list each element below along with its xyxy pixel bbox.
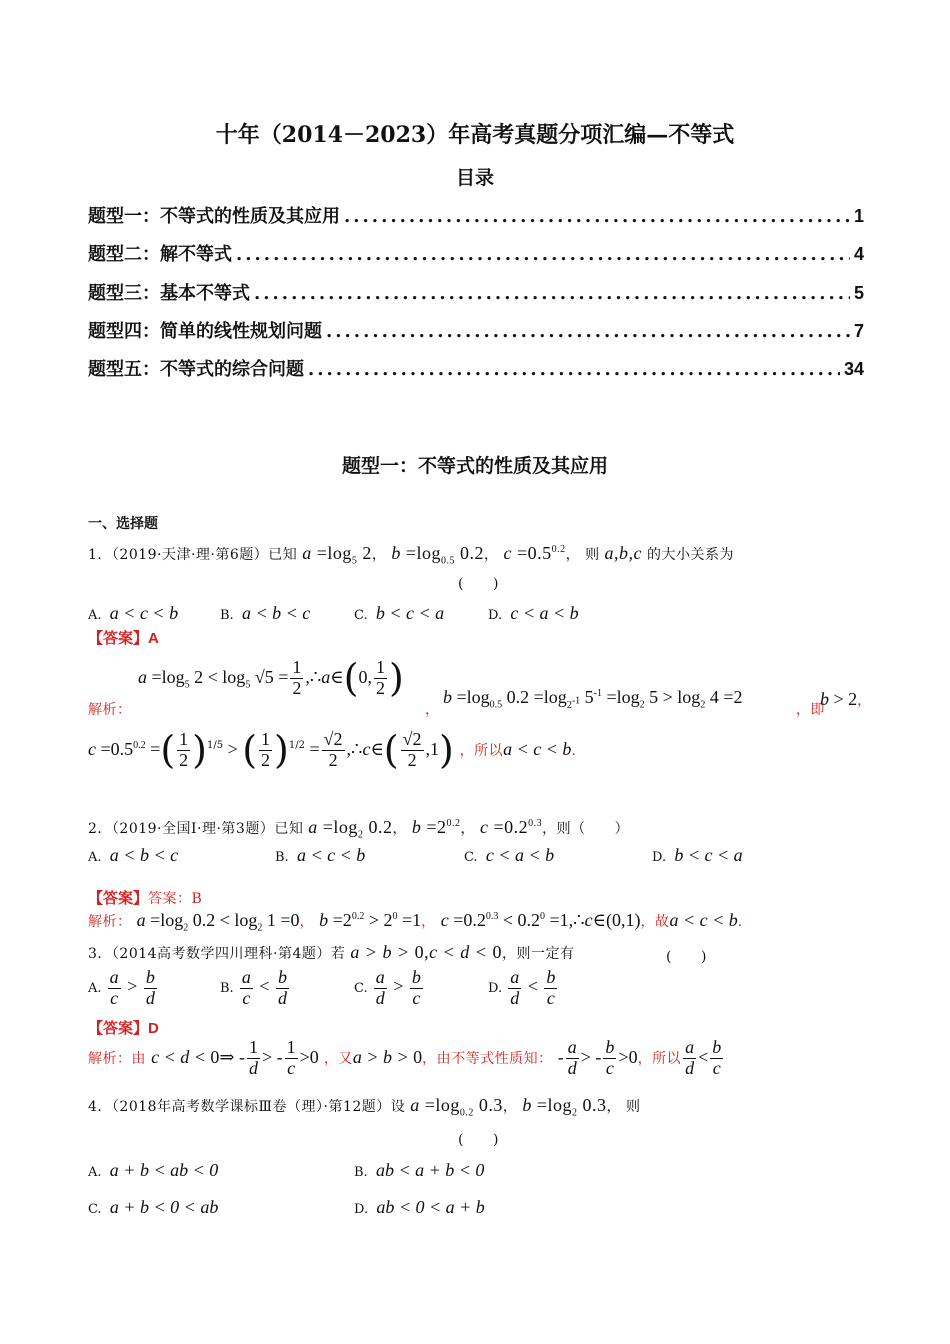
question-1-intro: 1．（2019·天津·理·第6题）已知 <box>88 547 298 563</box>
option-expr: c < a < b <box>485 845 555 865</box>
question-4-intro: 4．（2018年高考数学课标Ⅲ卷（理）·第12题）设 <box>88 1099 406 1115</box>
question-1-relation: 的大小关系为 <box>646 547 734 563</box>
option-expr: ab < 0 < a + b <box>376 1197 485 1217</box>
option-key: A. <box>88 980 102 996</box>
option-key: B. <box>220 980 234 996</box>
math-expr: a <box>321 667 331 687</box>
comma: ， <box>425 702 440 718</box>
option-expr: a < b < c <box>109 845 179 865</box>
math-expr: $=0.5^{0.2}$ <box>511 543 566 563</box>
option-a[interactable] <box>88 1160 218 1181</box>
math-expr: $=0.2^{0.3}$ <box>488 817 543 837</box>
answer-blank: ( ) <box>458 1132 499 1148</box>
math-expr: a < c < b <box>503 739 572 759</box>
explain-label: 解析：由 <box>88 1050 146 1067</box>
option-b[interactable] <box>354 1160 484 1181</box>
math-expr: a <box>302 543 312 563</box>
toc-leader-dots <box>344 206 850 227</box>
toc-leader-dots <box>236 244 850 265</box>
option-c[interactable] <box>464 845 554 866</box>
answer-tag: 【答案】D <box>88 1020 159 1037</box>
question-2-intro: 2．（2019·全国Ⅰ·理·第3题）已知 <box>88 821 304 837</box>
paren-left: ( <box>343 656 359 700</box>
question-3-tail: ，则一定有 <box>501 946 575 962</box>
toc-entry-page: 4 <box>853 244 864 264</box>
math-expr: a <box>308 817 318 837</box>
explain-label: 解析： <box>88 702 132 718</box>
math-expr: b <box>411 817 422 837</box>
math-expr: $=0.5^{0.2}$ = <box>96 739 161 759</box>
solution-line: $c =0.5^{0.2}$ =( $\frac{1}{2}$ )$^{1/5}$ > ( $\frac{1}{2}$ )$^{1/2}$ = $\frac{√2}{2}$ ,∴c∈( $\frac{√2}{2}$ ,1) ，所以a < c < b. <box>88 728 577 772</box>
toc-entry-label: 题型四：简单的线性规划问题 <box>88 321 322 342</box>
solution-line <box>443 687 742 711</box>
toc-entry-page: 34 <box>843 359 864 379</box>
toc-entry-page: 1 <box>853 206 864 226</box>
math-expr: $=2^{0.2}$ <box>421 817 461 837</box>
math-expr: 0, <box>358 667 372 687</box>
explain-end: ，所以 <box>637 1050 682 1067</box>
toc-entry[interactable] <box>88 202 864 228</box>
option-c[interactable]: C. $\frac{a}{d}$ > $\frac{b}{c}$ <box>354 967 421 1008</box>
math-expr: $=\log_2$ 0.2 <box>317 817 393 841</box>
solution-line <box>138 656 404 700</box>
math-expr: c <box>88 739 96 759</box>
toc-entry[interactable] <box>88 355 864 381</box>
option-b[interactable] <box>275 845 365 866</box>
toc-entry-page: 5 <box>853 283 864 303</box>
answer-blank: ( ) <box>666 949 707 965</box>
option-key: A. <box>88 1165 102 1180</box>
option-b[interactable] <box>220 603 310 624</box>
question-2-tail: ，则（ ） <box>542 821 630 837</box>
explain-end: ，所以 <box>459 743 504 759</box>
option-key: C. <box>354 608 368 623</box>
question-4-stem: 4．（2018年高考数学课标Ⅲ卷（理）·第12题）设 $a =\log_{0.2}$ 0.3， $b =\log_2$ 0.3， 则 <box>88 1095 641 1119</box>
question-1-stem: 1．（2019·天津·理·第6题）已知 $a =\log_5$ 2， $b =\log_{0.5}$ 0.2， $c =0.5^{0.2}$， 则 a,b,c 的大小关系为 <box>88 543 734 567</box>
math-expr: ,∴ <box>305 667 322 687</box>
explain-mid2: ，由不等式性质知： <box>422 1050 553 1067</box>
fraction: $\frac{1}{2}$ <box>179 728 189 770</box>
option-key: C. <box>88 1202 102 1217</box>
math-expr: $=\log_{0.5}$ 0.2 <box>400 543 485 567</box>
math-expr: c <box>503 543 512 563</box>
option-expr: a < b < c <box>241 603 311 623</box>
math-expr: c <box>480 817 489 837</box>
option-key: D. <box>354 1202 369 1217</box>
option-expr: a + b < ab < 0 <box>109 1160 219 1180</box>
fraction: $\frac{1}{2}$ <box>261 728 271 770</box>
option-key: A. <box>88 850 102 865</box>
option-key: D. <box>488 608 503 623</box>
option-d[interactable]: D. $\frac{a}{d}$ < $\frac{b}{c}$ <box>488 967 556 1008</box>
math-expr: ∈ <box>330 667 344 687</box>
math-expr: a,b,c <box>604 543 643 563</box>
toc-leader-dots <box>326 321 850 342</box>
question-3-intro: 3．（2014高考数学四川理科·第4题）若 <box>88 946 346 962</box>
solution-line: 解析： $a =\log_2$ $0.2 < \log_2 1 =0$， $b =2^{0.2} > 2^0 =1$， $c =0.2^{0.3} < 0.2^0$ =1,∴c∈(0,1)，故a < c < b. <box>88 910 743 934</box>
question-4-tail: 则 <box>625 1099 641 1115</box>
toc-entry-label: 题型二：解不等式 <box>88 244 232 265</box>
option-expr: b < c < a <box>674 845 743 865</box>
option-key: B. <box>354 1165 368 1180</box>
paren-right: ) <box>388 656 404 700</box>
option-a[interactable]: A. $\frac{a}{c}$ > $\frac{b}{d}$ <box>88 967 155 1008</box>
question-3-stem: 3．（2014高考数学四川理科·第4题）若 a > b > 0,c < d < 0，则一定有 <box>88 942 575 962</box>
fraction: $\frac{√2}{2}$ <box>402 728 422 770</box>
answer-text: 答案：B <box>148 891 203 907</box>
math-expr: a > b > <box>350 942 415 962</box>
toc-leader-dots <box>308 359 840 380</box>
option-expr: c < a < b <box>510 603 579 623</box>
document-title: 十年（2014－2023）年高考真题分项汇编—不等式 <box>215 122 735 148</box>
toc-heading: 目录 <box>455 167 494 189</box>
math-expr: $=\log_5$ 2 <box>311 543 372 567</box>
section-title: 题型一：不等式的性质及其应用 <box>341 455 608 477</box>
option-key: D. <box>488 980 503 996</box>
answer-row <box>88 887 202 908</box>
explain-mid: ，即 <box>796 702 825 718</box>
option-key: B. <box>275 850 289 865</box>
explain-end: 故 <box>654 914 670 930</box>
option-b[interactable]: B. $\frac{a}{c}$ < $\frac{b}{d}$ <box>220 967 287 1008</box>
toc-entry[interactable] <box>88 317 864 343</box>
math-expr: b <box>391 543 401 563</box>
option-expr: a < c < b <box>296 845 366 865</box>
toc-entry-label: 题型五：不等式的综合问题 <box>88 359 304 380</box>
math-expr: b <box>443 687 452 707</box>
solution-line: b > 2， <box>820 689 872 709</box>
toc-leader-dots <box>254 283 850 304</box>
option-expr: ab < a + b < 0 <box>375 1160 485 1180</box>
answer-blank: ( ) <box>458 576 499 592</box>
option-c[interactable] <box>354 603 444 624</box>
fraction: $\frac{√2}{2}$ <box>323 728 343 770</box>
question-1-then: 则 <box>585 547 600 563</box>
math-expr: $=\log_5$ $2 < \log_5 √5$ = <box>147 667 289 691</box>
explain-mid: ，又 <box>323 1050 353 1067</box>
option-d[interactable] <box>652 845 743 866</box>
toc-entry[interactable] <box>88 279 864 305</box>
option-expr: a < c < b <box>109 603 179 623</box>
option-key: D. <box>652 850 667 865</box>
option-key: C. <box>354 980 368 996</box>
fraction: $\frac{1}{2}$ <box>375 656 385 698</box>
option-a[interactable] <box>88 845 178 866</box>
option-c[interactable] <box>88 1197 218 1218</box>
option-d[interactable] <box>354 1197 485 1218</box>
option-key: A. <box>88 608 102 623</box>
option-key: B. <box>220 608 234 623</box>
answer-tag: 【答案】A <box>88 630 159 647</box>
toc-entry-label: 题型三：基本不等式 <box>88 283 250 304</box>
math-expr: $=\log_{0.5}$ $0.2 =\log_{2^{-1}}$ $5^{-1} =\log_2$ $5 > \log_2 4 =2$ <box>452 687 743 711</box>
toc-entry-page: 7 <box>853 321 864 341</box>
toc-entry[interactable] <box>88 240 864 266</box>
option-a[interactable] <box>88 603 178 624</box>
fraction: $\frac{1}{2}$ <box>292 656 302 698</box>
toc-entry-label: 题型一：不等式的性质及其应用 <box>88 206 340 227</box>
explain-label: 解析： <box>88 914 132 930</box>
answer-tag: 【答案】 <box>88 890 149 907</box>
option-key: C. <box>464 850 478 865</box>
math-expr: a <box>138 667 147 687</box>
question-2-stem: 2．（2019·全国Ⅰ·理·第3题）已知 $a =\log_2$ 0.2， $b =2^{0.2}$， $c =0.2^{0.3}$，则（ ） <box>88 817 630 841</box>
option-expr: b < c < a <box>375 603 445 623</box>
option-expr: a + b < 0 < ab <box>109 1197 219 1217</box>
solution-line: 解析：由 c < d < 0⇒ - $\frac{1}{d}$ > - $\frac{1}{c}$ >0 ，又a > b > 0，由不等式性质知： - $\frac{a}{d}$ > - $\frac{b}{c}$ >0，所以 $\frac{a}{d}$ < $\frac{b}{c}$ <box>88 1037 722 1078</box>
subsection-heading: 一、选择题 <box>88 515 158 531</box>
option-d[interactable] <box>488 603 579 624</box>
